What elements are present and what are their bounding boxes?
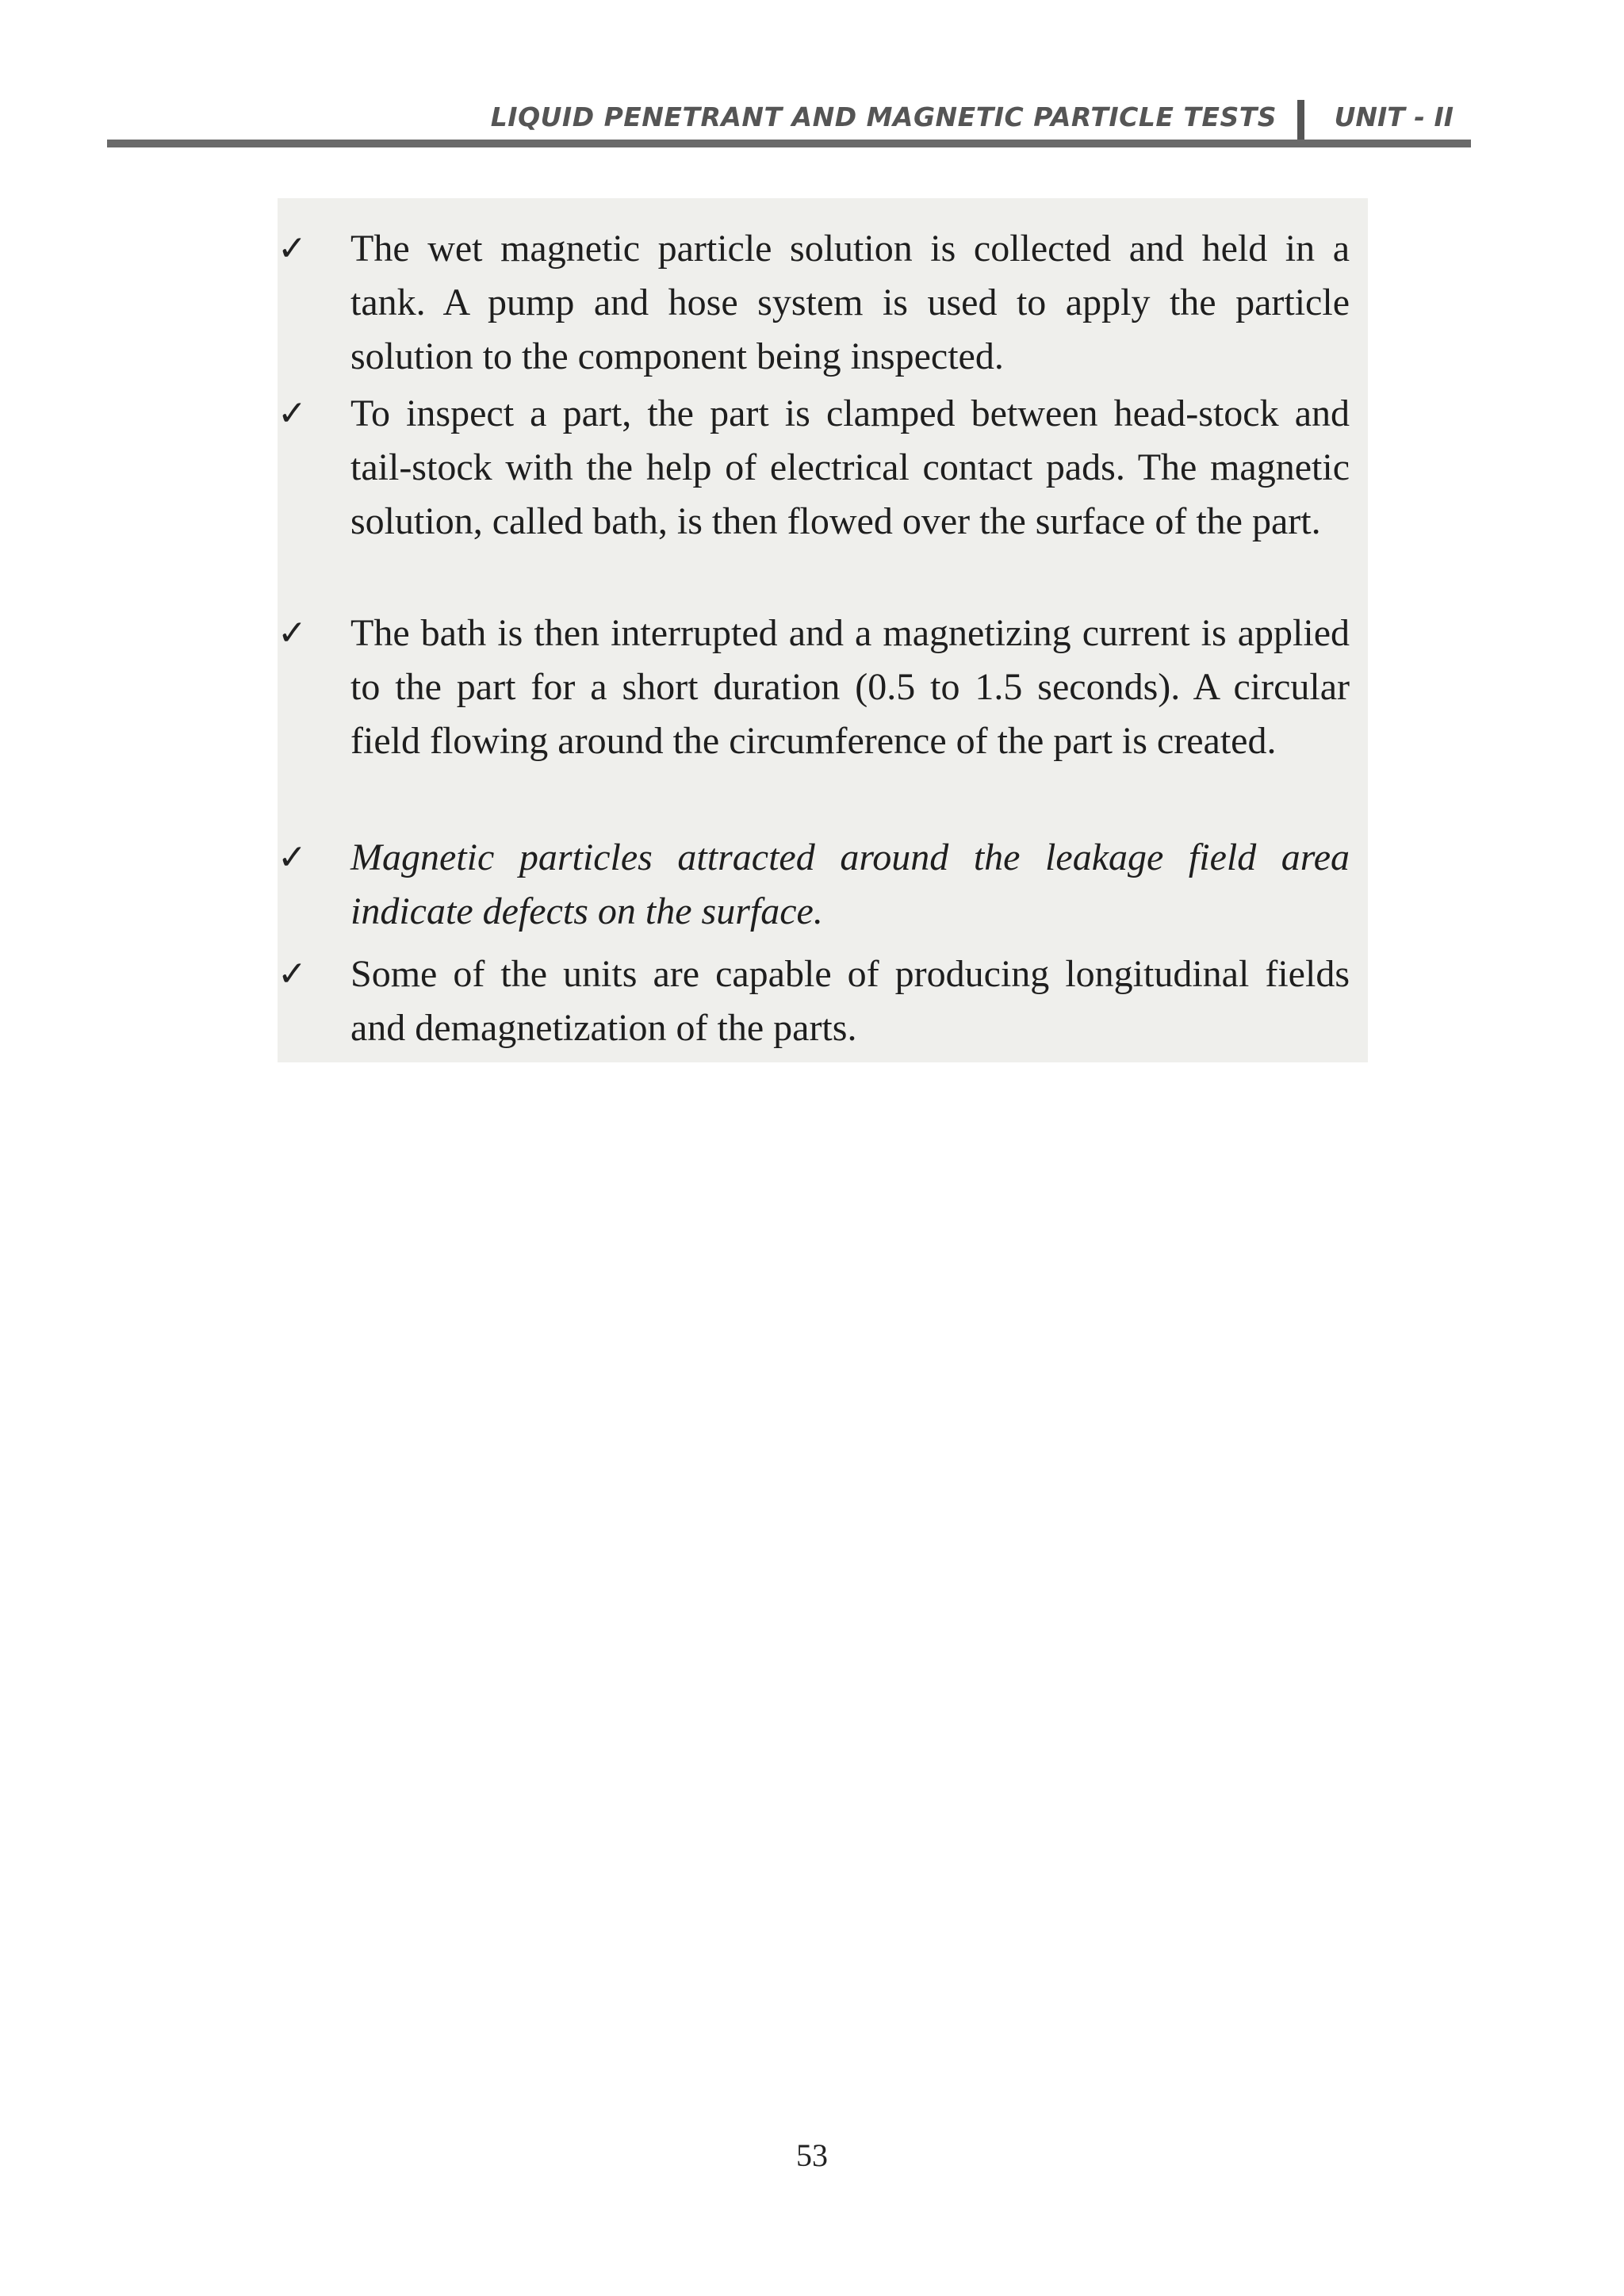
check-icon: ✓ xyxy=(278,954,307,994)
scanned-text-block xyxy=(278,198,1368,1062)
bullet-text: To inspect a part, the part is clamped between head-stock and tail-stock with the help of electrical contact pads. The magnetic solution, called bath, is then flowed over the surface of the part. xyxy=(350,392,1350,542)
page-number: 53 xyxy=(796,2137,828,2173)
header-unit: UNIT - II xyxy=(1334,101,1454,132)
check-icon: ✓ xyxy=(278,228,307,269)
bullet-text: Magnetic particles attracted around the leakage field area indicate defects on the surface. xyxy=(350,836,1350,932)
bullet-text: Some of the units are capable of producing longitudinal fields and demagnetization of the parts. xyxy=(350,953,1350,1049)
check-icon: ✓ xyxy=(278,837,307,878)
page-header xyxy=(107,94,1471,149)
check-icon: ✓ xyxy=(278,613,307,653)
header-title: LIQUID PENETRANT AND MAGNETIC PARTICLE TESTS xyxy=(490,101,1277,132)
check-icon: ✓ xyxy=(278,393,307,434)
bullet-text: The wet magnetic particle solution is collected and held in a tank. A pump and hose system is used to apply the particle solution to the component being inspected. xyxy=(350,228,1350,377)
header-rule xyxy=(107,140,1471,147)
header-separator xyxy=(1297,100,1304,141)
bullet-text: The bath is then interrupted and a magnetizing current is applied to the part for a short duration (0.5 to 1.5 seconds). A circular field flowing around the circumference of the part is created. xyxy=(350,612,1350,762)
